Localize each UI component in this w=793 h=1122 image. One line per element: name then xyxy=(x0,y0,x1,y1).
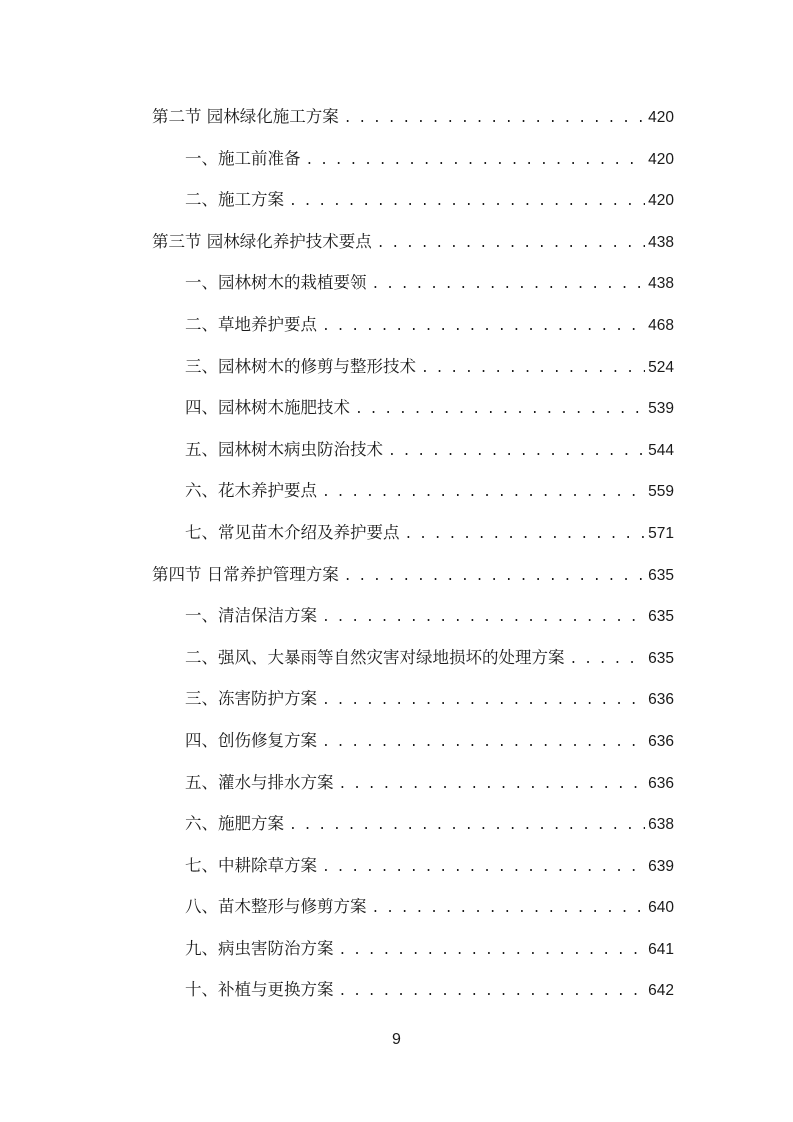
toc-entry-title: 七、常见苗木介绍及养护要点 xyxy=(185,522,400,542)
toc-entry-title: 一、施工前准备 xyxy=(185,148,301,168)
toc-entry-title: 三、冻害防护方案 xyxy=(185,689,317,709)
toc-entry-title: 第三节 园林绿化养护技术要点 xyxy=(152,231,372,251)
toc-entry[interactable] xyxy=(152,803,674,845)
toc-dot-leader xyxy=(344,98,645,140)
toc-dot-leader xyxy=(344,556,645,598)
toc-entry-title: 四、园林树木施肥技术 xyxy=(185,398,350,418)
toc-entry[interactable] xyxy=(152,387,674,429)
toc-entry-page: 635 xyxy=(648,649,674,667)
toc-entry-page: 635 xyxy=(648,608,674,626)
toc-entry[interactable] xyxy=(152,512,674,554)
toc-dot-leader xyxy=(289,805,645,847)
toc-entry[interactable] xyxy=(152,762,674,804)
toc-entry-title: 四、创伤修复方案 xyxy=(185,730,317,750)
toc-dot-leader xyxy=(289,181,645,223)
toc-entry-title: 五、园林树木病虫防治技术 xyxy=(185,439,383,459)
toc-dot-leader xyxy=(339,764,646,806)
toc-entry-page: 638 xyxy=(648,816,674,834)
toc-entry[interactable] xyxy=(152,678,674,720)
toc-dot-leader xyxy=(405,514,646,556)
toc-entry[interactable] xyxy=(152,346,674,388)
toc-dot-leader xyxy=(322,680,645,722)
toc-entry-page: 539 xyxy=(648,400,674,418)
toc-entry-title: 七、中耕除草方案 xyxy=(185,855,317,875)
toc-entry[interactable] xyxy=(152,886,674,928)
toc-entry[interactable] xyxy=(152,928,674,970)
toc-entry[interactable] xyxy=(152,595,674,637)
toc-entry-title: 十、补植与更换方案 xyxy=(185,980,334,1000)
toc-dot-leader xyxy=(372,264,646,306)
toc-entry-page: 639 xyxy=(648,857,674,875)
toc-entry-page: 524 xyxy=(648,358,674,376)
toc-dot-leader xyxy=(339,971,646,1013)
toc-entry-title: 二、施工方案 xyxy=(185,190,284,210)
toc-entry-page: 635 xyxy=(648,566,674,584)
toc-entry-title: 六、施肥方案 xyxy=(185,814,284,834)
toc-entry-title: 第二节 园林绿化施工方案 xyxy=(152,107,339,126)
toc-entry-page: 468 xyxy=(648,316,674,334)
toc-entry-page: 559 xyxy=(648,483,674,501)
toc-entry[interactable] xyxy=(152,138,674,180)
toc-entry-page: 544 xyxy=(648,441,674,459)
toc-entry-page: 636 xyxy=(648,732,674,750)
toc-entry[interactable] xyxy=(152,179,674,221)
toc-dot-leader xyxy=(322,597,645,639)
toc-entry-page: 438 xyxy=(648,233,674,251)
toc-entry[interactable] xyxy=(152,720,674,762)
toc-dot-leader xyxy=(421,348,645,390)
toc-dot-leader xyxy=(306,140,646,182)
toc-entry-page: 636 xyxy=(648,774,674,792)
toc-entry-title: 八、苗木整形与修剪方案 xyxy=(185,897,367,917)
toc-entry-title: 二、草地养护要点 xyxy=(185,314,317,334)
toc-entry-page: 420 xyxy=(648,109,674,126)
toc-entry-page: 642 xyxy=(648,982,674,1000)
page-number: 9 xyxy=(392,1031,401,1048)
toc-dot-leader xyxy=(377,223,645,265)
toc-dot-leader xyxy=(322,472,645,514)
toc-entry-title: 九、病虫害防治方案 xyxy=(185,938,334,958)
toc-dot-leader xyxy=(339,930,646,972)
toc-entry[interactable] xyxy=(152,969,674,1011)
toc-dot-leader xyxy=(388,431,645,473)
table-of-contents xyxy=(152,96,674,1011)
toc-entry-page: 438 xyxy=(648,275,674,293)
toc-entry-page: 640 xyxy=(648,899,674,917)
toc-entry[interactable] xyxy=(152,554,674,596)
toc-entry[interactable] xyxy=(152,221,674,263)
toc-entry-title: 一、清洁保洁方案 xyxy=(185,606,317,626)
toc-entry-title: 六、花木养护要点 xyxy=(185,481,317,501)
toc-entry-page: 571 xyxy=(648,524,674,542)
toc-dot-leader xyxy=(322,847,645,889)
toc-dot-leader xyxy=(570,639,646,681)
toc-entry[interactable] xyxy=(152,637,674,679)
toc-entry-title: 第四节 日常养护管理方案 xyxy=(152,564,339,584)
toc-dot-leader xyxy=(322,722,645,764)
toc-entry[interactable] xyxy=(152,262,674,304)
toc-entry-page: 420 xyxy=(648,192,674,210)
toc-entry[interactable] xyxy=(152,429,674,471)
toc-entry[interactable] xyxy=(152,304,674,346)
toc-entry-title: 二、强风、大暴雨等自然灾害对绿地损坏的处理方案 xyxy=(185,647,565,667)
toc-entry-page: 636 xyxy=(648,691,674,709)
toc-entry-title: 五、灌水与排水方案 xyxy=(185,772,334,792)
toc-entry-title: 一、园林树木的栽植要领 xyxy=(185,273,367,293)
toc-entry-title: 三、园林树木的修剪与整形技术 xyxy=(185,356,416,376)
toc-dot-leader xyxy=(355,389,645,431)
toc-dot-leader xyxy=(372,888,646,930)
toc-entry[interactable] xyxy=(152,96,674,138)
toc-entry-page: 420 xyxy=(648,150,674,168)
toc-dot-leader xyxy=(322,306,645,348)
toc-entry[interactable] xyxy=(152,845,674,887)
toc-entry[interactable] xyxy=(152,470,674,512)
toc-entry-page: 641 xyxy=(648,940,674,958)
